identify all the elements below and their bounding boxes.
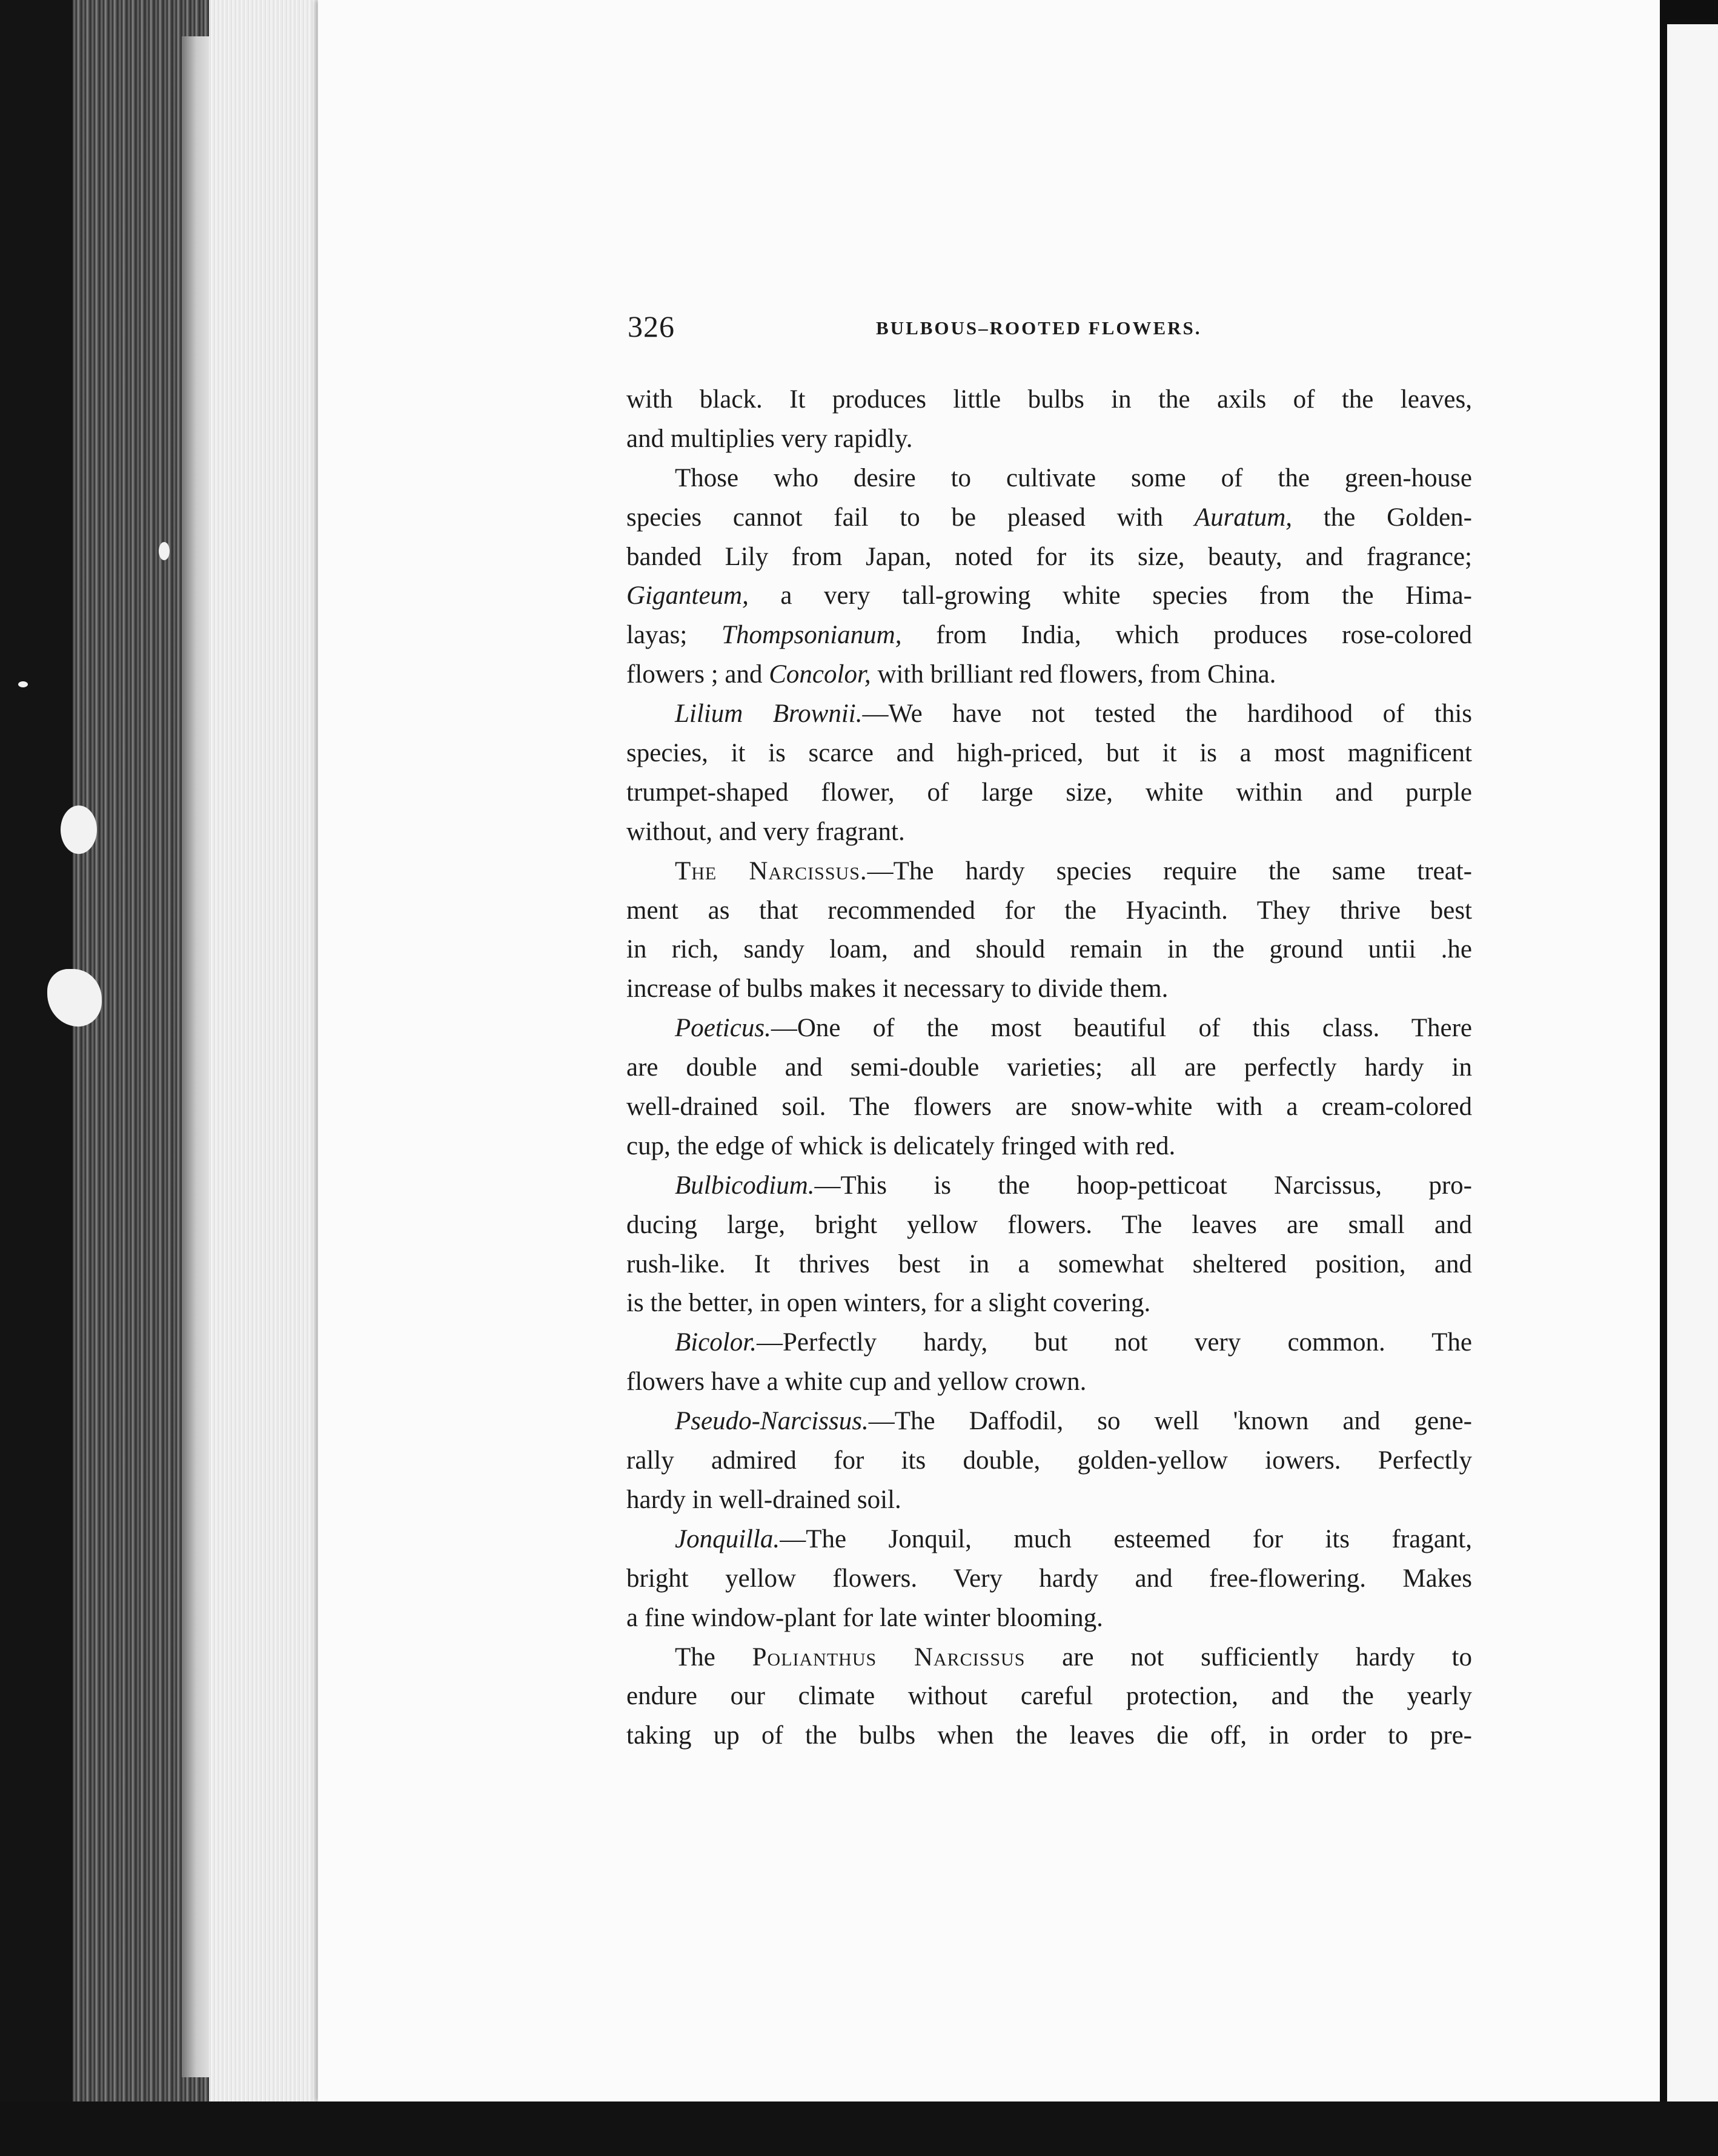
text-line xyxy=(626,734,1472,773)
text-line xyxy=(626,1677,1472,1716)
text-run: —The Daffodil, so well 'known and gene- xyxy=(868,1407,1472,1436)
text-run: —The hardy species require the same treat- xyxy=(867,856,1472,885)
text-run: taking up of the bulbs when the leaves die off, in order to pre- xyxy=(626,1721,1472,1750)
text-line xyxy=(626,380,1472,420)
text-run: rush-like. It thrives best in a somewhat sheltered position, and xyxy=(626,1249,1472,1278)
page-number: 326 xyxy=(628,309,675,343)
text-line xyxy=(626,773,1472,813)
italic-term: Poeticus. xyxy=(675,1014,771,1043)
text-line xyxy=(626,813,1472,852)
text-line xyxy=(626,1323,1472,1363)
small-caps-term: Polianthus Narcissus xyxy=(752,1642,1026,1672)
text-line xyxy=(626,970,1472,1009)
text-run: trumpet-shaped flower, of large size, white within and purple xyxy=(626,778,1472,807)
text-run: bright yellow flowers. Very hardy and free-flowering. Makes xyxy=(626,1564,1472,1593)
italic-term: Jonquilla. xyxy=(675,1524,780,1553)
text-line xyxy=(626,1402,1472,1441)
text-line xyxy=(626,577,1472,616)
text-run: —The Jonquil, much esteemed for its fragant, xyxy=(780,1524,1472,1553)
scan-speck xyxy=(47,969,102,1027)
text-run: endure our climate without careful protection, and the yearly xyxy=(626,1682,1472,1711)
text-line xyxy=(626,655,1472,695)
text-line xyxy=(626,1245,1472,1285)
text-run: without, and very fragrant. xyxy=(626,817,905,846)
italic-term: Lilium Brownii. xyxy=(675,699,863,729)
text-block xyxy=(626,309,1472,1756)
text-run: the Golden- xyxy=(1292,503,1472,532)
text-line xyxy=(626,498,1472,538)
text-run: increase of bulbs makes it necessary to divide them. xyxy=(626,974,1169,1004)
text-line xyxy=(626,1638,1472,1678)
text-run: in rich, sandy loam, and should remain in the ground untii .he xyxy=(626,935,1472,964)
text-line xyxy=(626,1009,1472,1048)
scan-speck xyxy=(159,542,170,560)
text-line xyxy=(626,1599,1472,1638)
italic-term: Pseudo-Narcissus. xyxy=(675,1407,869,1436)
text-run: layas; xyxy=(626,621,722,650)
text-run: rally admired for its double, golden-yellow iowers. Perfectly xyxy=(626,1446,1472,1475)
text-line xyxy=(626,891,1472,931)
text-run: a fine window-plant for late winter blooming. xyxy=(626,1603,1103,1632)
text-run: well-drained soil. The flowers are snow-white with a cream-colored xyxy=(626,1093,1472,1122)
text-line xyxy=(626,1048,1472,1088)
text-run: ducing large, bright yellow flowers. The leaves are small and xyxy=(626,1210,1472,1239)
text-run: ment as that recommended for the Hyacinth. They thrive best xyxy=(626,896,1472,925)
text-run: and multiplies very rapidly. xyxy=(626,424,913,453)
text-line xyxy=(626,459,1472,498)
text-run: species, it is scarce and high-priced, but it is a most magnificent xyxy=(626,739,1472,768)
text-line xyxy=(626,538,1472,577)
text-line xyxy=(626,1520,1472,1559)
text-run: The xyxy=(675,1642,752,1672)
text-run: a very tall-growing white species from the Hima- xyxy=(748,581,1472,610)
text-line xyxy=(626,1166,1472,1206)
text-run: with brilliant red flowers, from China. xyxy=(871,660,1276,689)
text-line xyxy=(626,930,1472,970)
text-line xyxy=(626,420,1472,459)
text-run: —One of the most beautiful of this class. There xyxy=(771,1014,1472,1043)
text-line xyxy=(626,1363,1472,1402)
text-run: hardy in well-drained soil. xyxy=(626,1485,901,1514)
text-line xyxy=(626,1127,1472,1166)
page-stack-edge xyxy=(209,0,324,2101)
text-run: is the better, in open winters, for a slight covering. xyxy=(626,1289,1151,1318)
text-run: are not sufficiently hardy to xyxy=(1025,1642,1473,1672)
text-run: Those who desire to cultivate some of the green-house xyxy=(675,463,1472,492)
scan-speck xyxy=(18,681,28,687)
text-line xyxy=(626,1716,1472,1756)
scan-bottom-border xyxy=(0,2101,1718,2156)
italic-term: Giganteum, xyxy=(626,581,749,610)
text-line xyxy=(626,1284,1472,1323)
text-run: —We have not tested the hardihood of this xyxy=(862,699,1472,729)
text-run: with black. It produces little bulbs in the axils of the leaves, xyxy=(626,385,1472,414)
scan-speck xyxy=(61,805,97,854)
text-run: from India, which produces rose-colored xyxy=(901,621,1472,650)
text-run: are double and semi-double varieties; all are perfectly hardy in xyxy=(626,1053,1472,1082)
running-head xyxy=(626,309,1472,351)
text-run: banded Lily from Japan, noted for its size, beauty, and fragrance; xyxy=(626,542,1472,571)
text-run: species cannot fail to be pleased with xyxy=(626,503,1195,532)
small-caps-term: The Narcissus. xyxy=(675,856,867,885)
italic-term: Auratum, xyxy=(1194,503,1293,532)
running-title: BULBOUS–ROOTED FLOWERS. xyxy=(876,317,1202,339)
text-line xyxy=(626,1441,1472,1481)
italic-term: Bicolor. xyxy=(675,1328,757,1357)
italic-term: Concolor, xyxy=(769,660,871,689)
text-run: —This is the hoop-petticoat Narcissus, pro- xyxy=(814,1171,1472,1200)
text-run: flowers have a white cup and yellow crown. xyxy=(626,1367,1087,1397)
italic-term: Bulbicodium. xyxy=(675,1171,815,1200)
facing-page-edge xyxy=(1667,24,1718,2101)
italic-term: Thompsonianum, xyxy=(721,621,902,650)
text-line xyxy=(626,1559,1472,1599)
text-line xyxy=(626,1206,1472,1245)
text-line xyxy=(626,695,1472,734)
body-text xyxy=(626,380,1472,1756)
text-line xyxy=(626,1088,1472,1127)
text-run: —Perfectly hardy, but not very common. The xyxy=(756,1328,1472,1357)
text-line xyxy=(626,616,1472,655)
text-line xyxy=(626,852,1472,891)
text-run: flowers ; and xyxy=(626,660,769,689)
text-line xyxy=(626,1481,1472,1520)
text-run: cup, the edge of whick is delicately fringed with red. xyxy=(626,1131,1176,1160)
